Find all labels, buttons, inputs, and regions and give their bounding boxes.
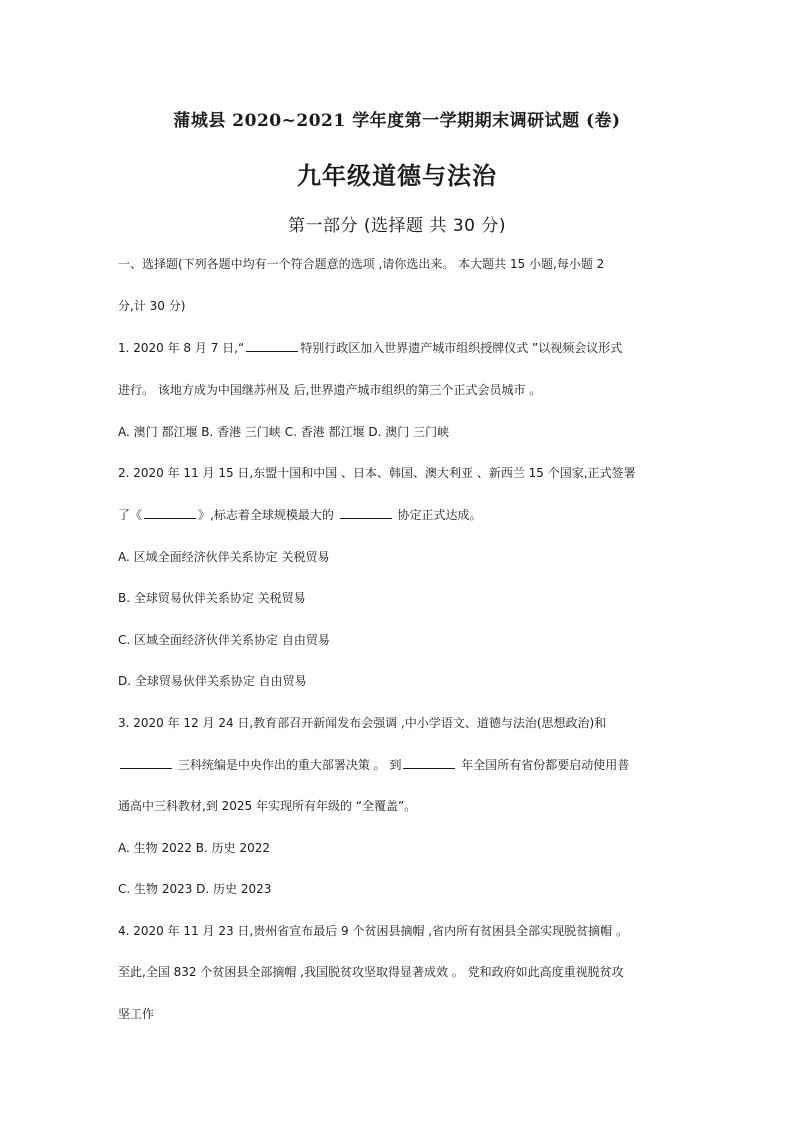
question-4-line-3: 坚工作 (118, 1007, 155, 1021)
question-2-text-b: 》,标志着全球规模最大的 (198, 508, 334, 522)
question-3-line-3: 通高中三科教材,到 2025 年实现所有年级的 “全覆盖”。 (118, 799, 417, 813)
question-2-line-2 (118, 507, 698, 523)
question-1-options: A. 澳门 都江堰 B. 香港 三门峡 C. 香港 都江堰 D. 澳门 三门峡 (118, 425, 450, 439)
instructions-line-2: 分,计 30 分) (118, 299, 186, 313)
question-2-text-a: 了《 (118, 508, 143, 522)
question-2-line-1: 2. 2020 年 11 月 15 日,东盟十国和中国 、日本、韩国、澳大利亚 、新西兰 15 个国家,正式签署 (118, 466, 636, 480)
subject-title: 九年级道德与法治 (297, 162, 497, 190)
answer-blank (120, 758, 172, 769)
question-3-text-a: 三科统编是中央作出的重大部署决策 。 到 (177, 758, 402, 772)
question-4-line-1: 4. 2020 年 11 月 23 日,贵州省宣布最后 9 个贫困县摘帽 ,省内所有贫困县全部实现脱贫摘帽 。 (118, 924, 628, 938)
answer-blank (246, 341, 298, 352)
section-heading: 第一部分 (选择题 共 30 分) (287, 216, 506, 236)
question-3-text-b: 年全国所有省份都要启动使用普 (461, 758, 630, 772)
question-2-option-b: B. 全球贸易伙伴关系协定 关税贸易 (118, 591, 306, 605)
exam-title: 蒲城县 2020~2021 学年度第一学期期末调研试题 (卷) (173, 111, 621, 131)
question-3-options-ab: A. 生物 2022 B. 历史 2022 (118, 841, 271, 855)
question-2-option-c: C. 区域全面经济伙伴关系协定 自由贸易 (118, 633, 330, 647)
question-4-line-2: 至此,全国 832 个贫困县全部摘帽 ,我国脱贫攻坚取得显著成效 。 党和政府如此高度重视脱贫攻 (118, 965, 624, 979)
instructions-line-1: 一、选择题(下列各题中均有一个符合题意的选项 ,请你选出来。 本大题共 15 小题,每小题 2 (118, 257, 605, 271)
question-3-line-1: 3. 2020 年 12 月 24 日,教育部召开新闻发布会强调 ,中小学语文、道德与法治(思想政治)和 (118, 716, 607, 730)
question-2-option-a: A. 区域全面经济伙伴关系协定 关税贸易 (118, 550, 330, 564)
question-1-text-b: 特别行政区加入世界遗产城市组织授牌仪式 ”以视频会议形式 (300, 341, 623, 355)
question-1-line-1 (118, 340, 698, 356)
answer-blank (403, 758, 455, 769)
answer-blank (144, 508, 196, 519)
question-3-options-cd: C. 生物 2023 D. 历史 2023 (118, 882, 272, 896)
question-1-line-2: 进行。 该地方成为中国继苏州及 后,世界遗产城市组织的第三个正式会员城市 。 (118, 383, 542, 397)
question-3-line-2 (118, 757, 698, 773)
question-1-text-a: 1. 2020 年 8 月 7 日,“ (118, 341, 245, 355)
question-2-text-c: 协定正式达成。 (397, 508, 482, 522)
question-2-option-d: D. 全球贸易伙伴关系协定 自由贸易 (118, 674, 307, 688)
answer-blank (340, 508, 392, 519)
